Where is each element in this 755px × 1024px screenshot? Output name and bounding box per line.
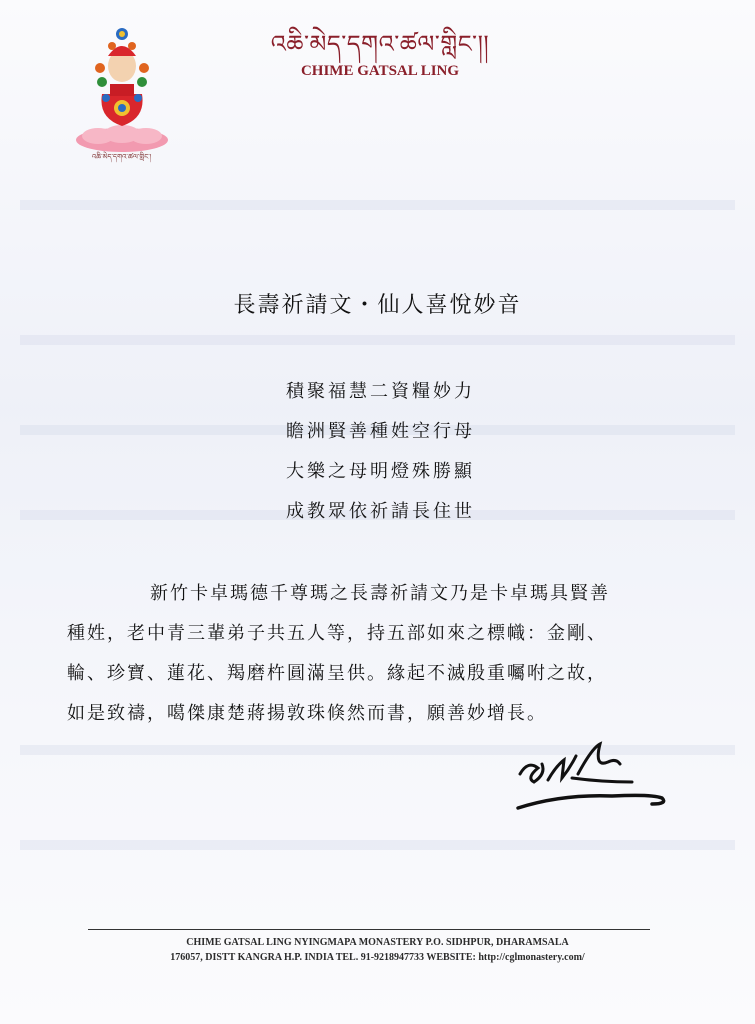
footer-contact-line: 176057, DISTT KANGRA H.P. INDIA TEL. 91-9218947733 WEBSITE: http://cglmonastery.com/: [170, 952, 585, 963]
tibetan-title: འཆི་མེད་དགའ་ཚལ་གླིང་།།: [270, 30, 490, 58]
scan-artifact: [20, 335, 735, 345]
verse-line: 積聚福慧二資糧妙力: [286, 381, 475, 402]
footer-divider: [88, 929, 650, 930]
paragraph-line: 種姓，老中青三輩弟子共五人等，持五部如來之標幟：金剛、: [67, 623, 607, 644]
paragraph-line: 如是致禱，噶傑康楚蔣揚敦珠倏然而書，願善妙增長。: [67, 703, 547, 724]
paragraph-line: 輪、珍寶、蓮花、羯磨杵圓滿呈供。緣起不滅殷重囑咐之故，: [67, 663, 607, 684]
letterhead-title: CHIME GATSAL LING: [300, 63, 460, 79]
scan-artifact: [20, 840, 735, 850]
verse-line: 大樂之母明燈殊勝顯: [286, 461, 475, 482]
scan-artifact: [20, 200, 735, 210]
verse-line: 成教眾依祈請長住世: [286, 501, 475, 522]
logo-caption: འཆི་མེད་དགའ་ཚལ་གླིང་།: [91, 153, 152, 161]
signature: [512, 738, 672, 818]
monastery-logo: [68, 22, 176, 170]
verse-line: 瞻洲賢善種姓空行母: [286, 421, 475, 442]
document-title: 長壽祈請文・仙人喜悅妙音: [233, 293, 522, 318]
footer-address-line: CHIME GATSAL LING NYINGMAPA MONASTERY P.O. SIDHPUR, DHARAMSALA: [186, 937, 569, 948]
paragraph-line: 新竹卡卓瑪德千尊瑪之長壽祈請文乃是卡卓瑪具賢善: [150, 583, 610, 604]
